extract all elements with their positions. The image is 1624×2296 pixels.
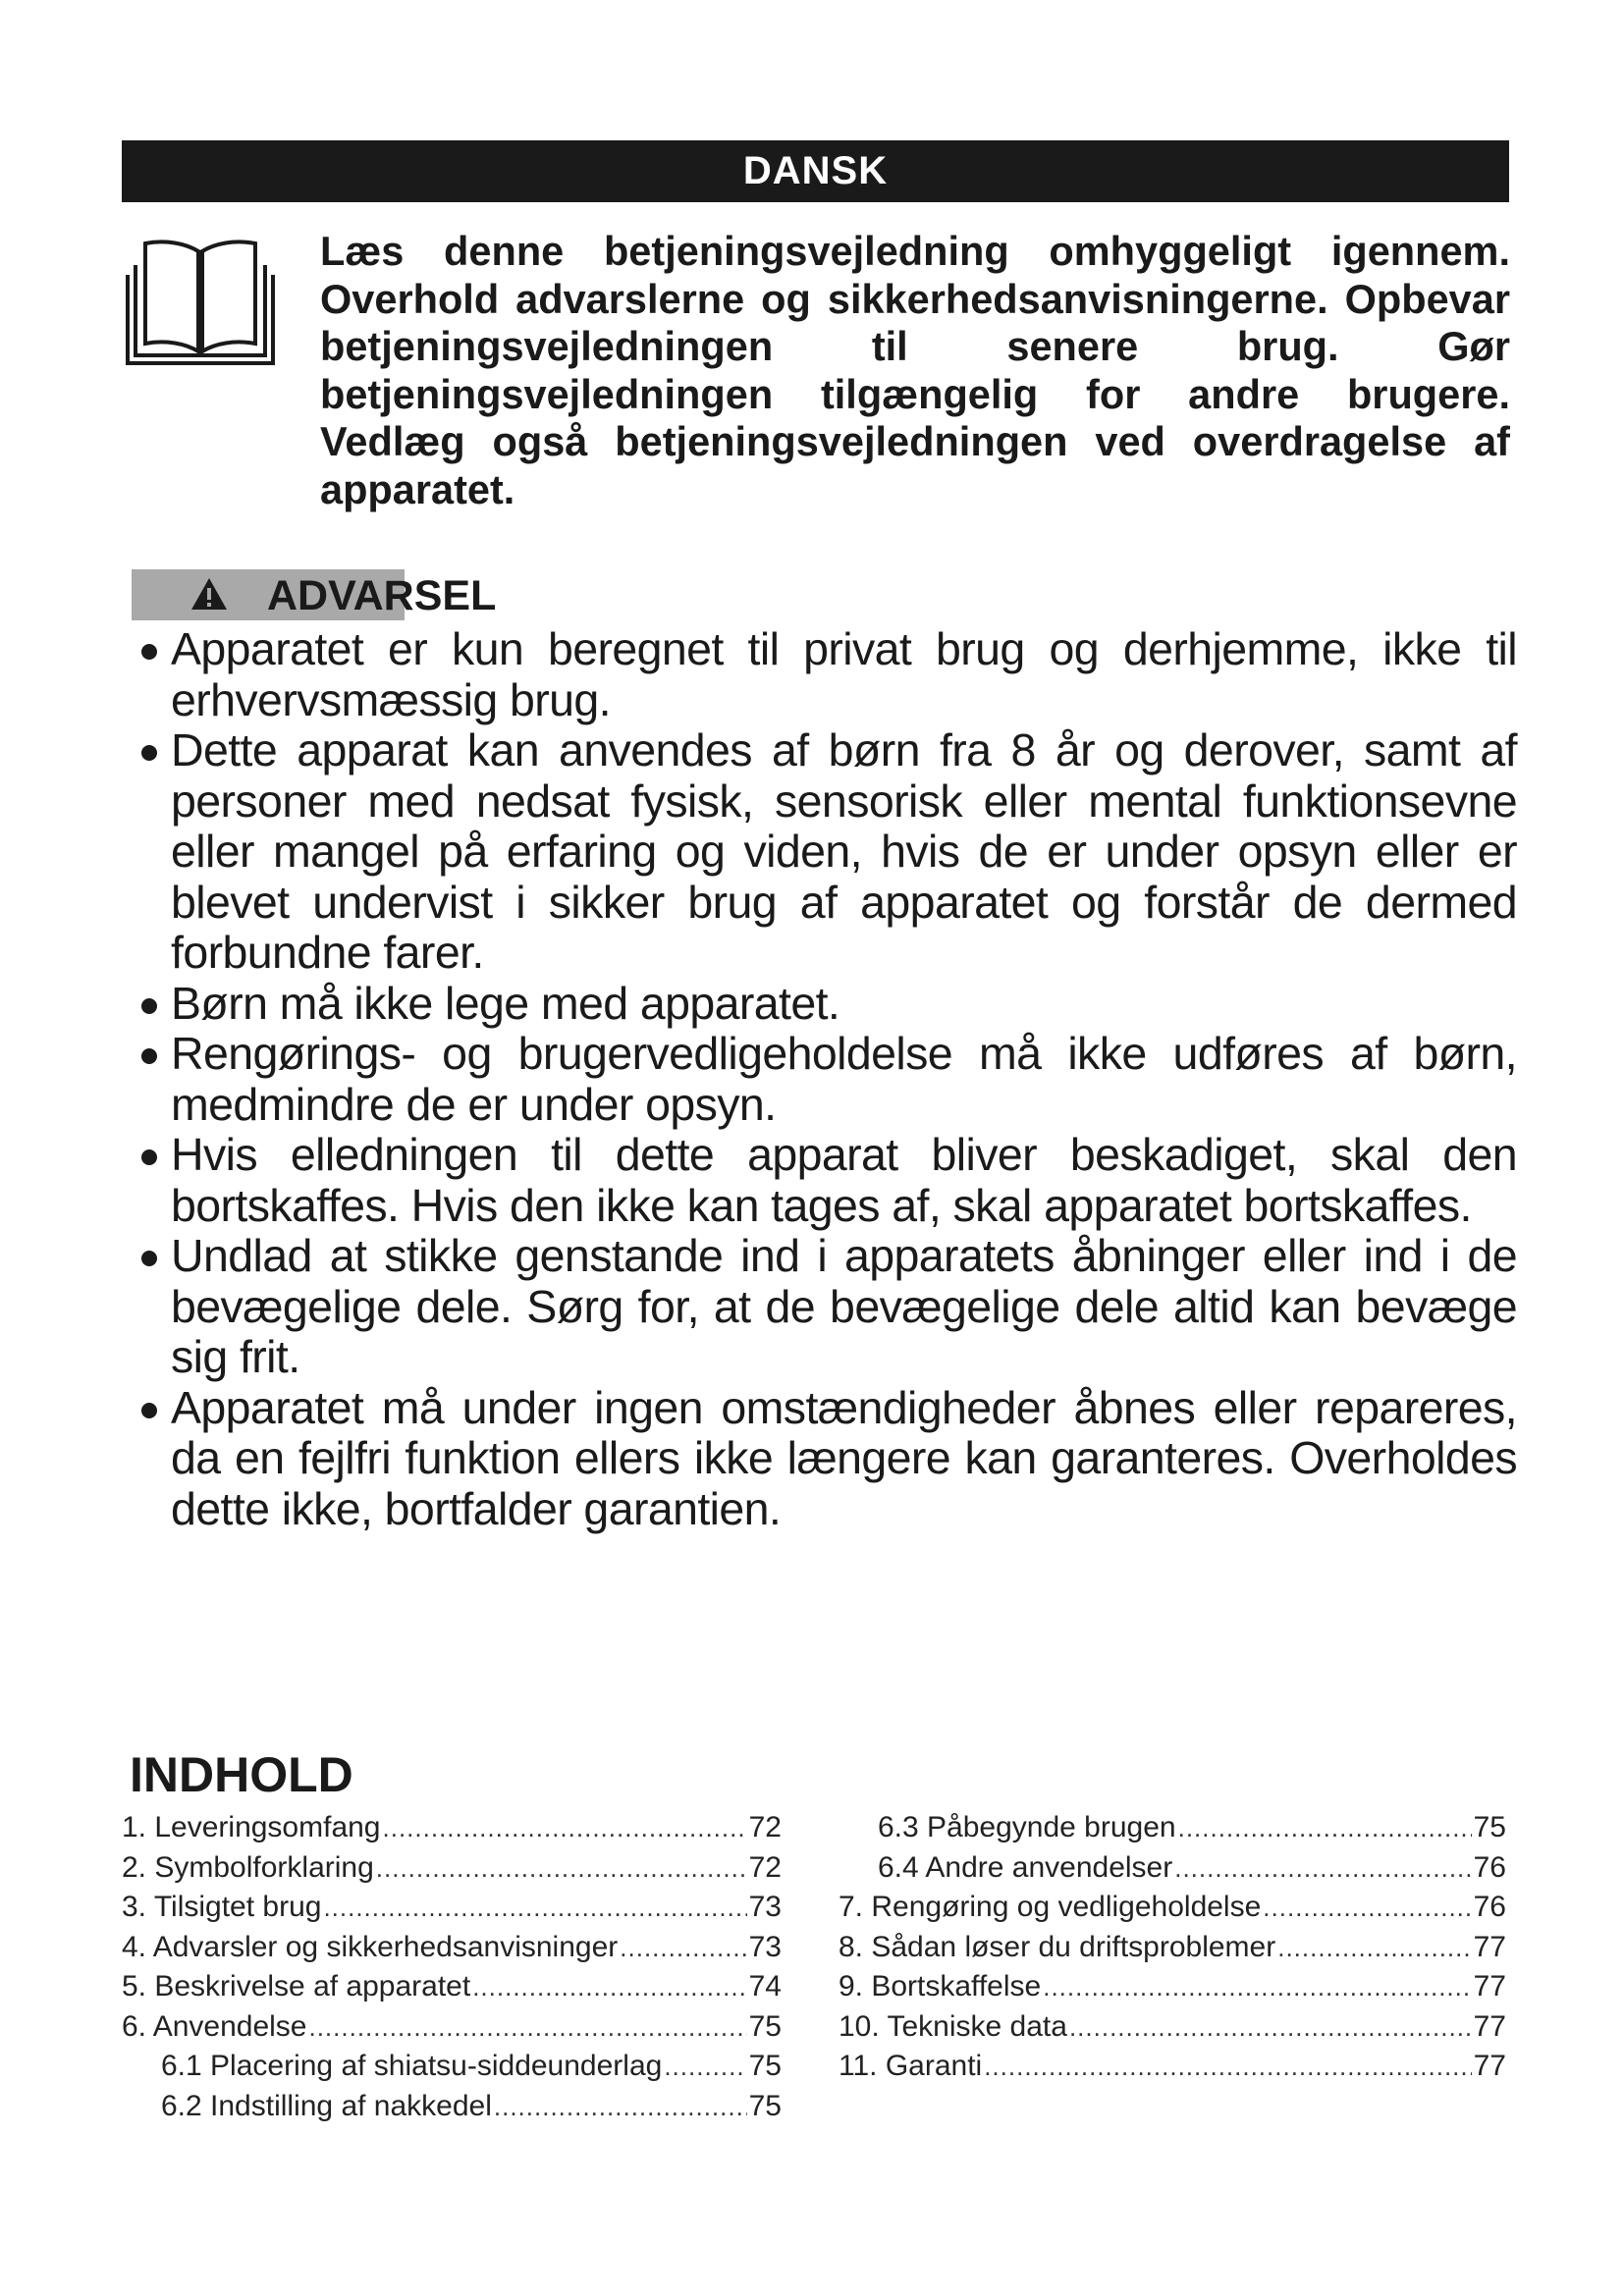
language-title: DANSK xyxy=(742,149,889,192)
toc-entry[interactable] xyxy=(122,1851,782,1892)
toc-entry[interactable] xyxy=(839,1931,1506,1971)
warning-triangle-icon xyxy=(190,577,228,611)
toc-leader-dots xyxy=(472,1972,746,2002)
toc-entry-page: 75 xyxy=(1473,1811,1506,1843)
toc-entry-page: 72 xyxy=(748,1850,782,1884)
toc-entry-page: 73 xyxy=(748,1891,782,1923)
warning-list xyxy=(137,624,1517,1534)
warning-item xyxy=(137,1383,1517,1535)
toc-entry[interactable] xyxy=(122,1891,782,1931)
toc-entry[interactable] xyxy=(839,1851,1506,1892)
warning-item xyxy=(137,1130,1517,1231)
toc-entry-page: 75 xyxy=(748,2050,782,2082)
toc-entry-label: 9. Bortskaffelse xyxy=(839,1970,1042,2002)
language-header-bar xyxy=(122,140,1509,202)
toc-entry-page: 77 xyxy=(1473,2050,1506,2082)
toc-entry-page: 77 xyxy=(1473,1930,1506,1963)
toc-entry[interactable] xyxy=(122,2090,782,2130)
toc-leader-dots xyxy=(323,1893,746,1923)
toc-entry-label: 10. Tekniske data xyxy=(839,2009,1067,2043)
toc-entry-label: 4. Advarsler og sikkerhedsanvisninger xyxy=(122,1930,619,1963)
toc-entry[interactable] xyxy=(122,1970,782,2010)
warning-item-text: Rengørings- og brugervedligeholdelse må ikke udføres af børn, medmindre de er under opsyn. xyxy=(171,1028,1517,1130)
warning-item xyxy=(137,1231,1517,1383)
toc-entry[interactable] xyxy=(122,2010,782,2051)
toc-leader-dots xyxy=(984,2052,1471,2082)
toc-entry-page: 73 xyxy=(748,1930,782,1963)
bullet-icon xyxy=(141,745,157,761)
bullet-icon xyxy=(141,998,157,1014)
warning-item-text: Hvis elledningen til dette apparat bliver beskadiget, skal den bortskaffes. Hvis den ikke kan tages af, skal apparatet bortskaffes. xyxy=(171,1129,1517,1231)
toc-entry-label: 2. Symbolforklaring xyxy=(122,1850,374,1884)
toc-entry-label: 8. Sådan løser du driftsproblemer xyxy=(839,1930,1276,1963)
toc-entry[interactable] xyxy=(839,1891,1506,1931)
bullet-icon xyxy=(141,1149,157,1165)
toc-entry[interactable] xyxy=(839,2010,1506,2051)
warning-item-text: Apparatet er kun beregnet til privat brug og derhjemme, ikke til erhvervsmæssig brug. xyxy=(171,623,1517,725)
toc-entry[interactable] xyxy=(122,1811,782,1851)
toc-right-column xyxy=(839,1811,1506,2090)
warning-heading xyxy=(132,569,721,620)
warning-item-text: Dette apparat kan anvendes af børn fra 8 år og derover, samt af personer med nedsat fysisk, sensorisk eller mental funktionsevne eller mangel på erfaring og viden, hvis de er under opsyn eller er blevet undervist i sikker brug af apparatet og forstår de dermed forbundne farer. xyxy=(171,724,1517,978)
warning-label: ADVARSEL xyxy=(267,572,497,619)
warning-item-text: Undlad at stikke genstande ind i apparatets åbninger eller ind i de bevægelige dele. Sørg for, at de bevægelige dele altid kan bevæge sig frit. xyxy=(171,1230,1517,1382)
toc-entry-page: 77 xyxy=(1473,1970,1506,2002)
bullet-icon xyxy=(141,644,157,660)
bullet-icon xyxy=(141,1403,157,1418)
toc-entry-page: 72 xyxy=(748,1811,782,1843)
bullet-icon xyxy=(141,1251,157,1266)
toc-entry-label: 1. Leveringsomfang xyxy=(122,1811,381,1843)
warning-item xyxy=(137,725,1517,979)
toc-entry-page: 75 xyxy=(748,2089,782,2122)
toc-entry-label: 6.3 Påbegynde brugen xyxy=(878,1811,1176,1843)
toc-leader-dots xyxy=(1174,1853,1471,1884)
toc-title: INDHOLD xyxy=(130,1747,353,1802)
open-book-icon xyxy=(122,236,279,373)
toc-entry-label: 6. Anvendelse xyxy=(122,2009,307,2043)
toc-entry[interactable] xyxy=(839,1811,1506,1851)
toc-entry-label: 6.1 Placering af shiatsu-siddeunderlag xyxy=(161,2050,663,2082)
warning-item xyxy=(137,624,1517,725)
toc-leader-dots xyxy=(1263,1893,1471,1923)
toc-entry-page: 76 xyxy=(1473,1891,1506,1923)
toc-entry-label: 6.4 Andre anvendelser xyxy=(878,1850,1173,1884)
toc-leader-dots xyxy=(1069,2012,1472,2043)
warning-item-text: Børn må ikke lege med apparatet. xyxy=(171,977,840,1029)
toc-entry[interactable] xyxy=(839,2050,1506,2090)
warning-item-text: Apparatet må under ingen omstændigheder åbnes eller repareres, da en fejlfri funktion ellers ikke længere kan garanteres. Overholdes dette ikke, bortfalder garantien. xyxy=(171,1381,1517,1534)
intro-paragraph: Læs denne betjeningsvejledning omhyggeligt igennem. Overhold advarslerne og sikkerhedsanvisningerne. Opbevar betjeningsvejledningen til senere brug. Gør betjeningsvejledningen tilgængelig for andre brugere. Vedlæg også betjeningsvejledningen ved overdragelse af apparatet. xyxy=(320,228,1510,512)
toc-leader-dots xyxy=(383,1813,747,1843)
toc-leader-dots xyxy=(494,2092,747,2122)
toc-entry-label: 6.2 Indstilling af nakkedel xyxy=(161,2089,492,2122)
toc-leader-dots xyxy=(1178,1813,1472,1843)
toc-entry-page: 76 xyxy=(1473,1850,1506,1884)
toc-left-column xyxy=(122,1811,782,2129)
warning-item xyxy=(137,979,1517,1030)
toc-entry[interactable] xyxy=(122,1931,782,1971)
toc-entry-label: 3. Tilsigtet brug xyxy=(122,1891,322,1923)
toc-entry[interactable] xyxy=(122,2050,782,2090)
toc-entry-page: 74 xyxy=(748,1970,782,2002)
toc-leader-dots xyxy=(620,1933,746,1963)
toc-leader-dots xyxy=(308,2012,746,2043)
toc-entry[interactable] xyxy=(839,1970,1506,2010)
toc-leader-dots xyxy=(664,2052,746,2082)
toc-entry-label: 5. Beskrivelse af apparatet xyxy=(122,1970,471,2002)
toc-entry-label: 11. Garanti xyxy=(839,2050,983,2082)
toc-leader-dots xyxy=(1043,1972,1471,2002)
toc-entry-label: 7. Rengøring og vedligeholdelse xyxy=(839,1891,1262,1923)
toc-entry-page: 77 xyxy=(1473,2009,1506,2043)
toc-leader-dots xyxy=(1277,1933,1471,1963)
toc-entry-page: 75 xyxy=(748,2009,782,2043)
bullet-icon xyxy=(141,1048,157,1064)
toc-leader-dots xyxy=(376,1853,747,1884)
warning-item xyxy=(137,1029,1517,1130)
